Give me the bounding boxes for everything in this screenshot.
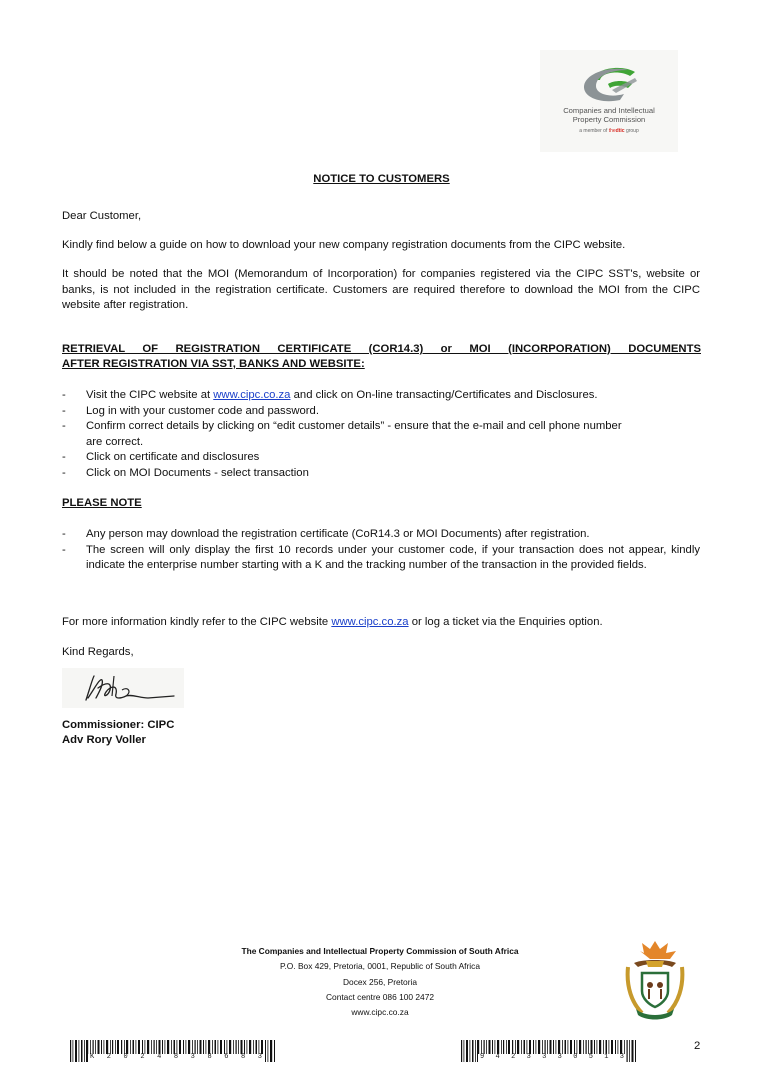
list-item [62,543,700,574]
logo-member-line [540,128,678,134]
section-heading-line1: RETRIEVAL OF REGISTRATION CERTIFICATE (COR14.3) or MOI (INCORPORATION) DOCUMENTS [62,343,701,355]
step-5-text: Click on MOI Documents - select transaction [86,466,309,479]
more-info-text-after: or log a ticket via the Enquiries option. [408,616,603,628]
logo-org-name [540,107,678,124]
more-info-text: For more information kindly refer to the CIPC website [62,616,332,628]
step-2-text: Log in with your customer code and password. [86,404,319,417]
list-dash: - [62,466,66,479]
signatory-title: Commissioner: CIPC [62,719,175,731]
list-dash: - [62,420,66,432]
signature [62,668,184,708]
list-item [62,527,702,543]
intro-paragraph: Kindly find below a guide on how to download your new company registration documents from the CIPC website. [62,239,626,251]
list-item [62,404,702,420]
list-item [62,450,702,466]
steps-list [62,388,702,481]
more-info-paragraph [62,615,702,631]
list-item [62,388,702,404]
cipc-website-link[interactable]: www.cipc.co.za [213,389,291,401]
footer-org: The Companies and Intellectual Property Commission of South Africa [241,946,519,956]
footer-address: P.O. Box 429, Pretoria, 0001, Republic of South Africa [279,961,481,971]
logo-member-dtic: dtic [615,128,625,134]
logo-member-suffix: group [625,128,639,134]
note-2-text: The screen will only display the first 10 records under your customer code, if your transaction does not appear, kindly indicate the enterprise number starting with a K and the tracking number of the transaction in the provided fields. [86,543,700,571]
signatory-name: Adv Rory Voller [62,734,146,746]
page-number: 2 [694,1040,701,1052]
please-note-heading: PLEASE NOTE [62,497,142,509]
list-dash: - [62,451,66,463]
step-3-text: Confirm correct details by clicking on “edit customer details” - ensure that the e-mail and cell phone number [86,420,622,432]
list-item [62,419,702,450]
step-4-text: Click on certificate and disclosures [86,451,260,463]
cipc-website-link-2[interactable]: www.cipc.co.za [331,616,409,628]
step-1-text-after: and click on On-line transacting/Certificates and Disclosures. [290,389,598,401]
logo-member-the: the [608,128,616,134]
logo-member-prefix: a member of [579,128,608,134]
page-title: NOTICE TO CUSTOMERS [313,173,450,185]
list-dash: - [62,404,66,417]
footer-web: www.cipc.co.za [351,1007,409,1017]
barcode-right-digits: 9 4 2 3 3 3 0 5 1 3 [480,1053,624,1061]
list-dash: - [62,528,66,540]
section-heading-line2: AFTER REGISTRATION VIA SST, BANKS AND WEBSITE: [62,358,365,370]
please-note-list [62,527,702,574]
coat-of-arms-emblem [620,937,690,1025]
cipc-logo [540,50,678,152]
barcode-left-digits: K 2 0 2 4 8 3 8 6 8 3 [90,1053,262,1061]
list-dash: - [62,389,66,401]
moi-note-paragraph: It should be noted that the MOI (Memorandum of Incorporation) for companies registered via the CIPC SST's, website or banks, is not included in the registration certificate. Customers are required therefore to download the MOI from the CIPC website after registration. [62,268,700,311]
signature-scribble [62,668,184,708]
step-1-text: Visit the CIPC website at [86,389,214,401]
closing: Kind Regards, [62,646,134,658]
step-3-text-cont: are correct. [86,435,144,448]
list-dash: - [62,543,66,556]
footer-contact: Contact centre 086 100 2472 [325,992,435,1002]
logo-org-line1: Companies and Intellectual [563,106,655,115]
logo-org-line2: Property Commission [572,114,646,124]
coat-of-arms [620,937,690,1025]
list-item [62,466,702,482]
note-1-text: Any person may download the registration certificate (CoR14.3 or MOI Documents) after registration. [86,528,590,540]
footer-docex: Docex 256, Pretoria [342,977,418,987]
greeting: Dear Customer, [62,210,142,222]
cipc-logo-mark [540,50,678,152]
